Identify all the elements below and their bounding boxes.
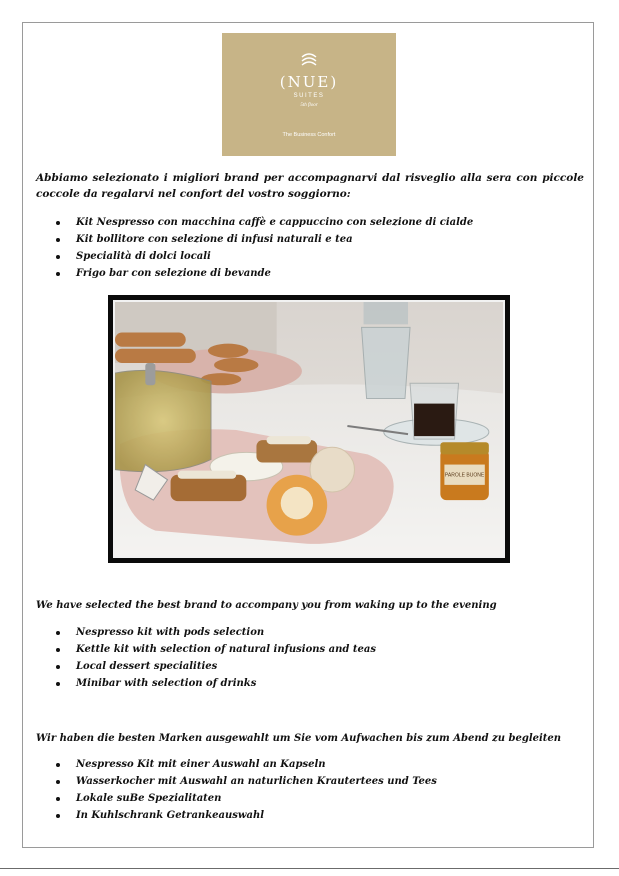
breakfast-photo-icon — [115, 302, 503, 556]
jar-label: PAROLE BUONE — [444, 472, 485, 479]
amenities-list-german — [56, 756, 437, 824]
list-item: Kettle kit with selection of natural infusions and teas — [56, 641, 376, 658]
nue-suites-logo — [222, 33, 396, 156]
logo-suites: SUITES — [293, 93, 325, 99]
list-item: Kit Nespresso con macchina caffè e cappuccino con selezione di cialde — [56, 214, 473, 231]
list-item: Minibar with selection of drinks — [56, 675, 376, 692]
list-item: Lokale suBe Spezialitaten — [56, 790, 437, 807]
list-item: Nespresso Kit mit einer Auswahl an Kapseln — [56, 756, 437, 773]
list-item: In Kuhlschrank Getrankeauswahl — [56, 807, 437, 824]
logo-mark-icon — [298, 49, 320, 71]
list-item: Local dessert specialities — [56, 658, 376, 675]
breakfast-photo — [108, 295, 510, 563]
page-divider — [0, 868, 619, 869]
list-item: Specialità di dolci locali — [56, 248, 473, 265]
logo-floor: 5th floor — [300, 103, 318, 108]
list-item: Nespresso kit with pods selection — [56, 624, 376, 641]
list-item: Wasserkocher mit Auswahl an naturlichen Krautertees und Tees — [56, 773, 437, 790]
amenities-list-italian — [56, 214, 473, 282]
heading-english: We have selected the best brand to accompany you from waking up to the evening — [36, 600, 497, 611]
list-item: Kit bollitore con selezione di infusi naturali e tea — [56, 231, 473, 248]
heading-german: Wir haben die besten Marken ausgewahlt um Sie vom Aufwachen bis zum Abend zu begleiten — [36, 733, 562, 744]
photo-image — [113, 300, 505, 558]
logo-tagline: The Business Confort — [282, 132, 336, 138]
list-item: Frigo bar con selezione di bevande — [56, 265, 473, 282]
logo-brand: (NUE) — [279, 73, 339, 91]
amenities-list-english — [56, 624, 376, 692]
intro-italian: Abbiamo selezionato i migliori brand per accompagnarvi dal risveglio alla sera con piccole coccole da regalarvi nel confort del vostro soggiorno: — [36, 172, 584, 200]
